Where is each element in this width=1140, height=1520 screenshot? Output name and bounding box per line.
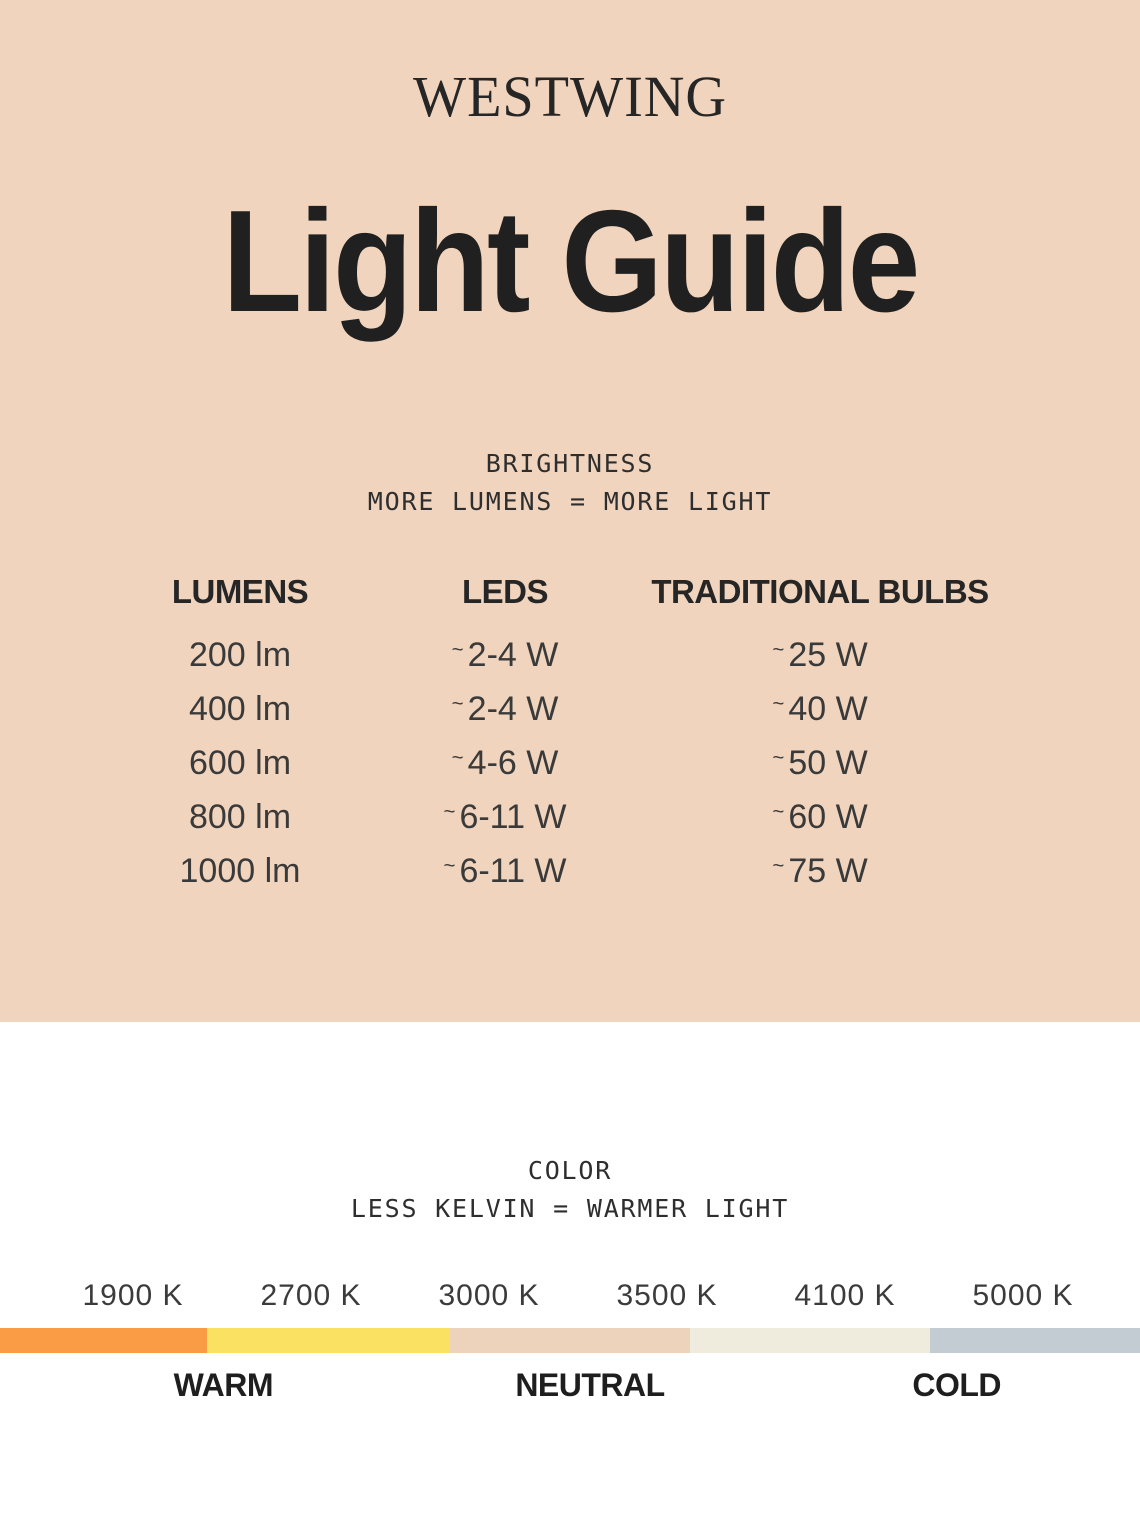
table-row (100, 683, 1140, 737)
approx-symbol: ~ (443, 801, 456, 824)
scale-segment-neutral-cream (690, 1328, 930, 1353)
leds-value: ~ 4-6 W (451, 744, 559, 783)
kelvin-label: 2700 K (260, 1279, 362, 1312)
table-row (100, 845, 1140, 899)
traditional-value: ~ 25 W (772, 636, 868, 675)
scale-segment-neutral-beige (450, 1328, 690, 1353)
scale-segment-cold-blue-gray (930, 1328, 1140, 1353)
kelvin-label: 3500 K (616, 1279, 718, 1312)
brand-logo: WESTWING (413, 64, 727, 129)
traditional-value: ~ 50 W (772, 744, 868, 783)
kelvin-label: 4100 K (794, 1279, 896, 1312)
kelvin-label: 5000 K (972, 1279, 1074, 1312)
kelvin-scale-labels (0, 1278, 1140, 1314)
scale-segment-warm-orange (0, 1328, 207, 1353)
lumens-value: 1000 lm (179, 852, 301, 891)
traditional-value: ~ 75 W (772, 852, 868, 891)
approx-symbol: ~ (772, 747, 785, 770)
approx-symbol: ~ (772, 639, 785, 662)
lumens-value: 400 lm (188, 690, 292, 729)
approx-symbol: ~ (451, 639, 464, 662)
brightness-intro (0, 445, 1140, 521)
scale-segment-warm-yellow (207, 1328, 450, 1353)
leds-value: ~ 2-4 W (451, 690, 559, 729)
column-header-leds: LEDS (461, 572, 548, 610)
temperature-label-cold: COLD (912, 1367, 1001, 1403)
lumens-table (0, 572, 1140, 899)
temperature-labels (0, 1366, 1140, 1404)
temperature-label-warm: WARM (173, 1367, 273, 1403)
table-header-row (100, 572, 1140, 612)
column-header-lumens: LUMENS (171, 572, 309, 610)
approx-symbol: ~ (451, 693, 464, 716)
lumens-value: 600 lm (188, 744, 292, 783)
color-heading: COLOR (527, 1156, 613, 1185)
table-row (100, 791, 1140, 845)
leds-value: ~ 2-4 W (451, 636, 559, 675)
approx-symbol: ~ (451, 747, 464, 770)
traditional-value: ~ 40 W (772, 690, 868, 729)
approx-symbol: ~ (772, 801, 785, 824)
leds-value: ~ 6-11 W (443, 852, 567, 891)
color-temperature-bar (0, 1328, 1140, 1353)
lumens-value: 800 lm (188, 798, 292, 837)
page-title: Light Guide (222, 180, 918, 342)
color-subheading: LESS KELVIN = WARMER LIGHT (350, 1194, 790, 1223)
lumens-value: 200 lm (188, 636, 292, 675)
brightness-subheading: MORE LUMENS = MORE LIGHT (367, 486, 773, 516)
table-row (100, 737, 1140, 791)
brightness-heading: BRIGHTNESS (485, 448, 655, 478)
approx-symbol: ~ (443, 855, 456, 878)
approx-symbol: ~ (772, 693, 785, 716)
color-section (0, 1022, 1140, 1520)
table-body (100, 629, 1140, 899)
temperature-label-neutral: NEUTRAL (515, 1367, 665, 1403)
kelvin-label: 1900 K (82, 1279, 184, 1312)
color-intro (0, 1022, 1140, 1228)
leds-value: ~ 6-11 W (443, 798, 567, 837)
table-row (100, 629, 1140, 683)
approx-symbol: ~ (772, 855, 785, 878)
kelvin-label: 3000 K (438, 1279, 540, 1312)
traditional-value: ~ 60 W (772, 798, 868, 837)
column-header-traditional-bulbs: TRADITIONAL BULBS (651, 572, 989, 610)
